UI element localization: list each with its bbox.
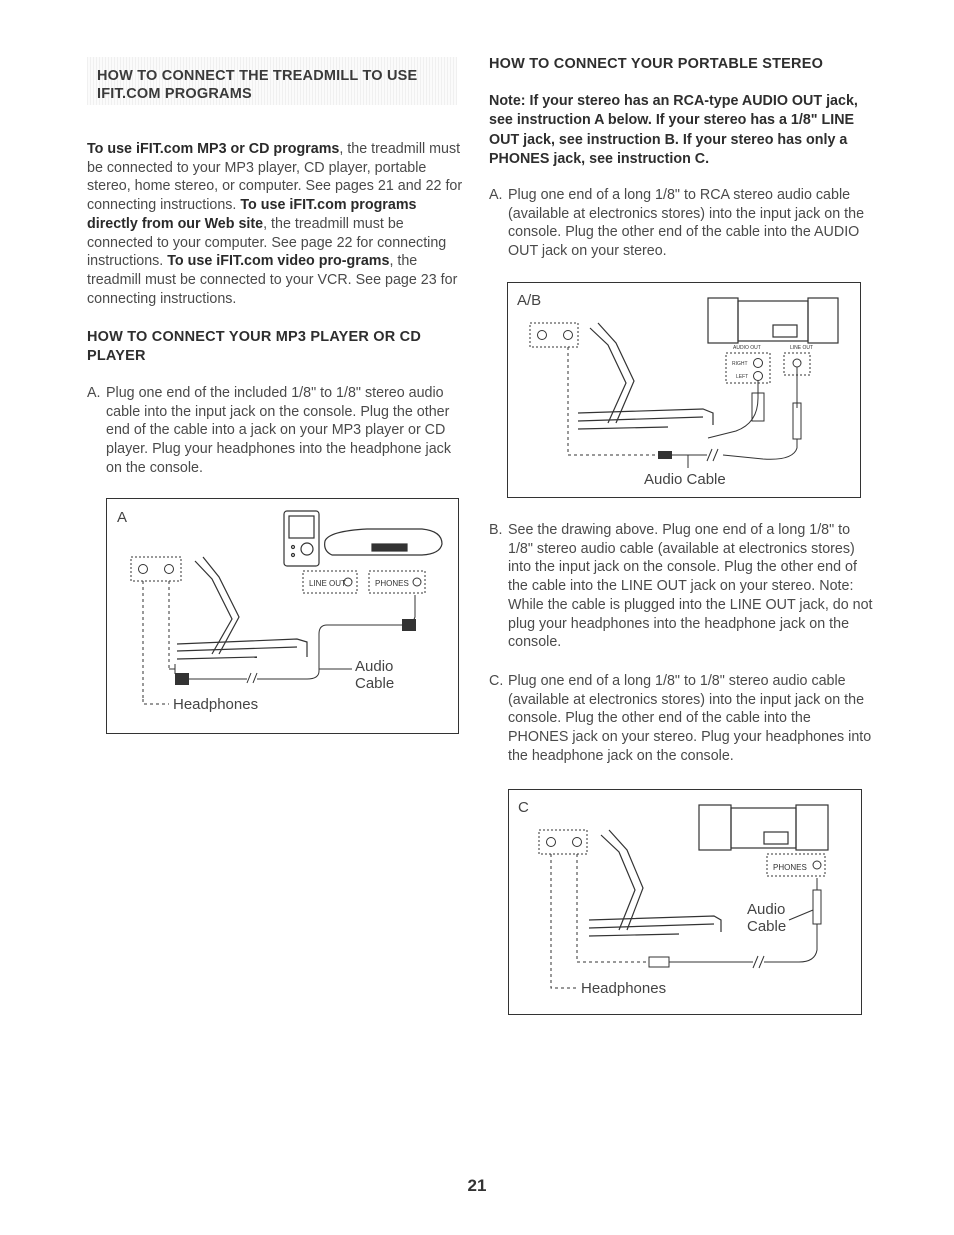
stereo-icon-c xyxy=(699,805,828,850)
page-number: 21 xyxy=(467,1176,487,1195)
treadmill-icon-c xyxy=(589,830,721,936)
right-jack-label: RIGHT xyxy=(732,361,748,367)
intro-bold-2: To use iFIT.com video pro-grams xyxy=(167,253,390,270)
figure-ab xyxy=(507,282,861,498)
cable-label: Cable xyxy=(355,675,395,692)
section-title-box xyxy=(87,57,457,105)
phones-label-c: PHONES xyxy=(773,863,807,872)
intro-text-2: , the treadmill must be connected to your VCR. See page 23 for connecting instructions. xyxy=(87,253,458,307)
figure-a-drawing xyxy=(107,499,460,735)
line-out-label: LINE OUT xyxy=(309,579,346,588)
headphones-label: Headphones xyxy=(173,696,259,713)
mp3-heading: HOW TO CONNECT YOUR MP3 PLAYER OR CD PLAYER xyxy=(87,329,422,364)
line-out-label-ab: LINE OUT xyxy=(790,345,814,351)
intro-bold-0: To use iFIT.com MP3 or CD programs xyxy=(87,141,340,157)
treadmill-icon xyxy=(177,557,307,659)
intro-paragraph xyxy=(87,140,465,308)
intro-text-0: , the treadmill must be connected to your MP3 player, CD player, portable stereo, home stereo, or computer. See pages 21 and 22 for connecting instructions. xyxy=(87,141,463,214)
mp3-player-icon xyxy=(284,511,319,566)
audio-cable-caption: Audio Cable xyxy=(644,471,726,488)
figure-a-label: A xyxy=(117,509,128,526)
headphones-label-c: Headphones xyxy=(581,980,667,997)
audio-out-label: AUDIO OUT xyxy=(733,345,761,351)
section-title: HOW TO CONNECT THE TREADMILL TO USE IFIT.COM PROGRAMS xyxy=(97,68,418,102)
figure-c-label: C xyxy=(518,799,529,816)
phones-label: PHONES xyxy=(375,579,409,588)
stereo-step-a: A. Plug one end of a long 1/8" to RCA stereo audio cable (available at electronics stores) into the input jack on the console. Plug the other end of the cable into the AUDIO OUT jack on your stereo. xyxy=(489,187,865,260)
figure-c xyxy=(508,789,862,1015)
cable-label-c: Cable xyxy=(747,918,787,935)
treadmill-icon-ab xyxy=(578,323,713,429)
figure-ab-drawing xyxy=(508,283,862,499)
stereo-step-c: C. Plug one end of a long 1/8" to 1/8" stereo audio cable (available at electronics stores) into the input jack on the console. Plug the other end of the cable into the PHONES jack on your stereo. Plug your headphones into the headphone jack on the console. xyxy=(489,673,872,764)
audio-label-c: Audio xyxy=(747,901,786,918)
figure-a xyxy=(106,498,459,734)
mp3-step-a: A. Plug one end of the included 1/8" to 1/8" stereo audio cable into the input jack on the console. Plug the other end of the cable into a jack on your MP3 player or CD player. Plug your headphones into the headphone jack on the console. xyxy=(87,385,451,476)
stereo-heading: HOW TO CONNECT YOUR PORTABLE STEREO xyxy=(489,56,824,72)
stereo-icon xyxy=(708,298,838,343)
stereo-step-b: B. See the drawing above. Plug one end of a long 1/8" to 1/8" stereo audio cable (available at electronics stores) into the input jack on the console. Plug the other end of the cable into the LINE OUT jack on your stereo. Note: While the cable is plugged into the LINE OUT jack, do not plug your headphones into the headphone jack on the console. xyxy=(489,522,873,651)
intro-bold-1: To use iFIT.com programs directly from our Web site xyxy=(87,197,417,232)
figure-c-drawing xyxy=(509,790,863,1016)
cd-player-icon xyxy=(325,529,442,555)
figure-ab-label: A/B xyxy=(517,292,542,309)
intro-text-1: , the treadmill must be connected to your computer. See page 22 for connecting instructions. xyxy=(87,215,447,270)
left-jack-label: LEFT xyxy=(736,374,749,380)
stereo-note: Note: If your stereo has an RCA-type AUDIO OUT jack, see instruction A below. If your stereo has a 1/8" LINE OUT jack, see instruction B. If your stereo has only a PHONES jack, see instruction C. xyxy=(489,93,858,167)
audio-label: Audio xyxy=(355,658,394,675)
